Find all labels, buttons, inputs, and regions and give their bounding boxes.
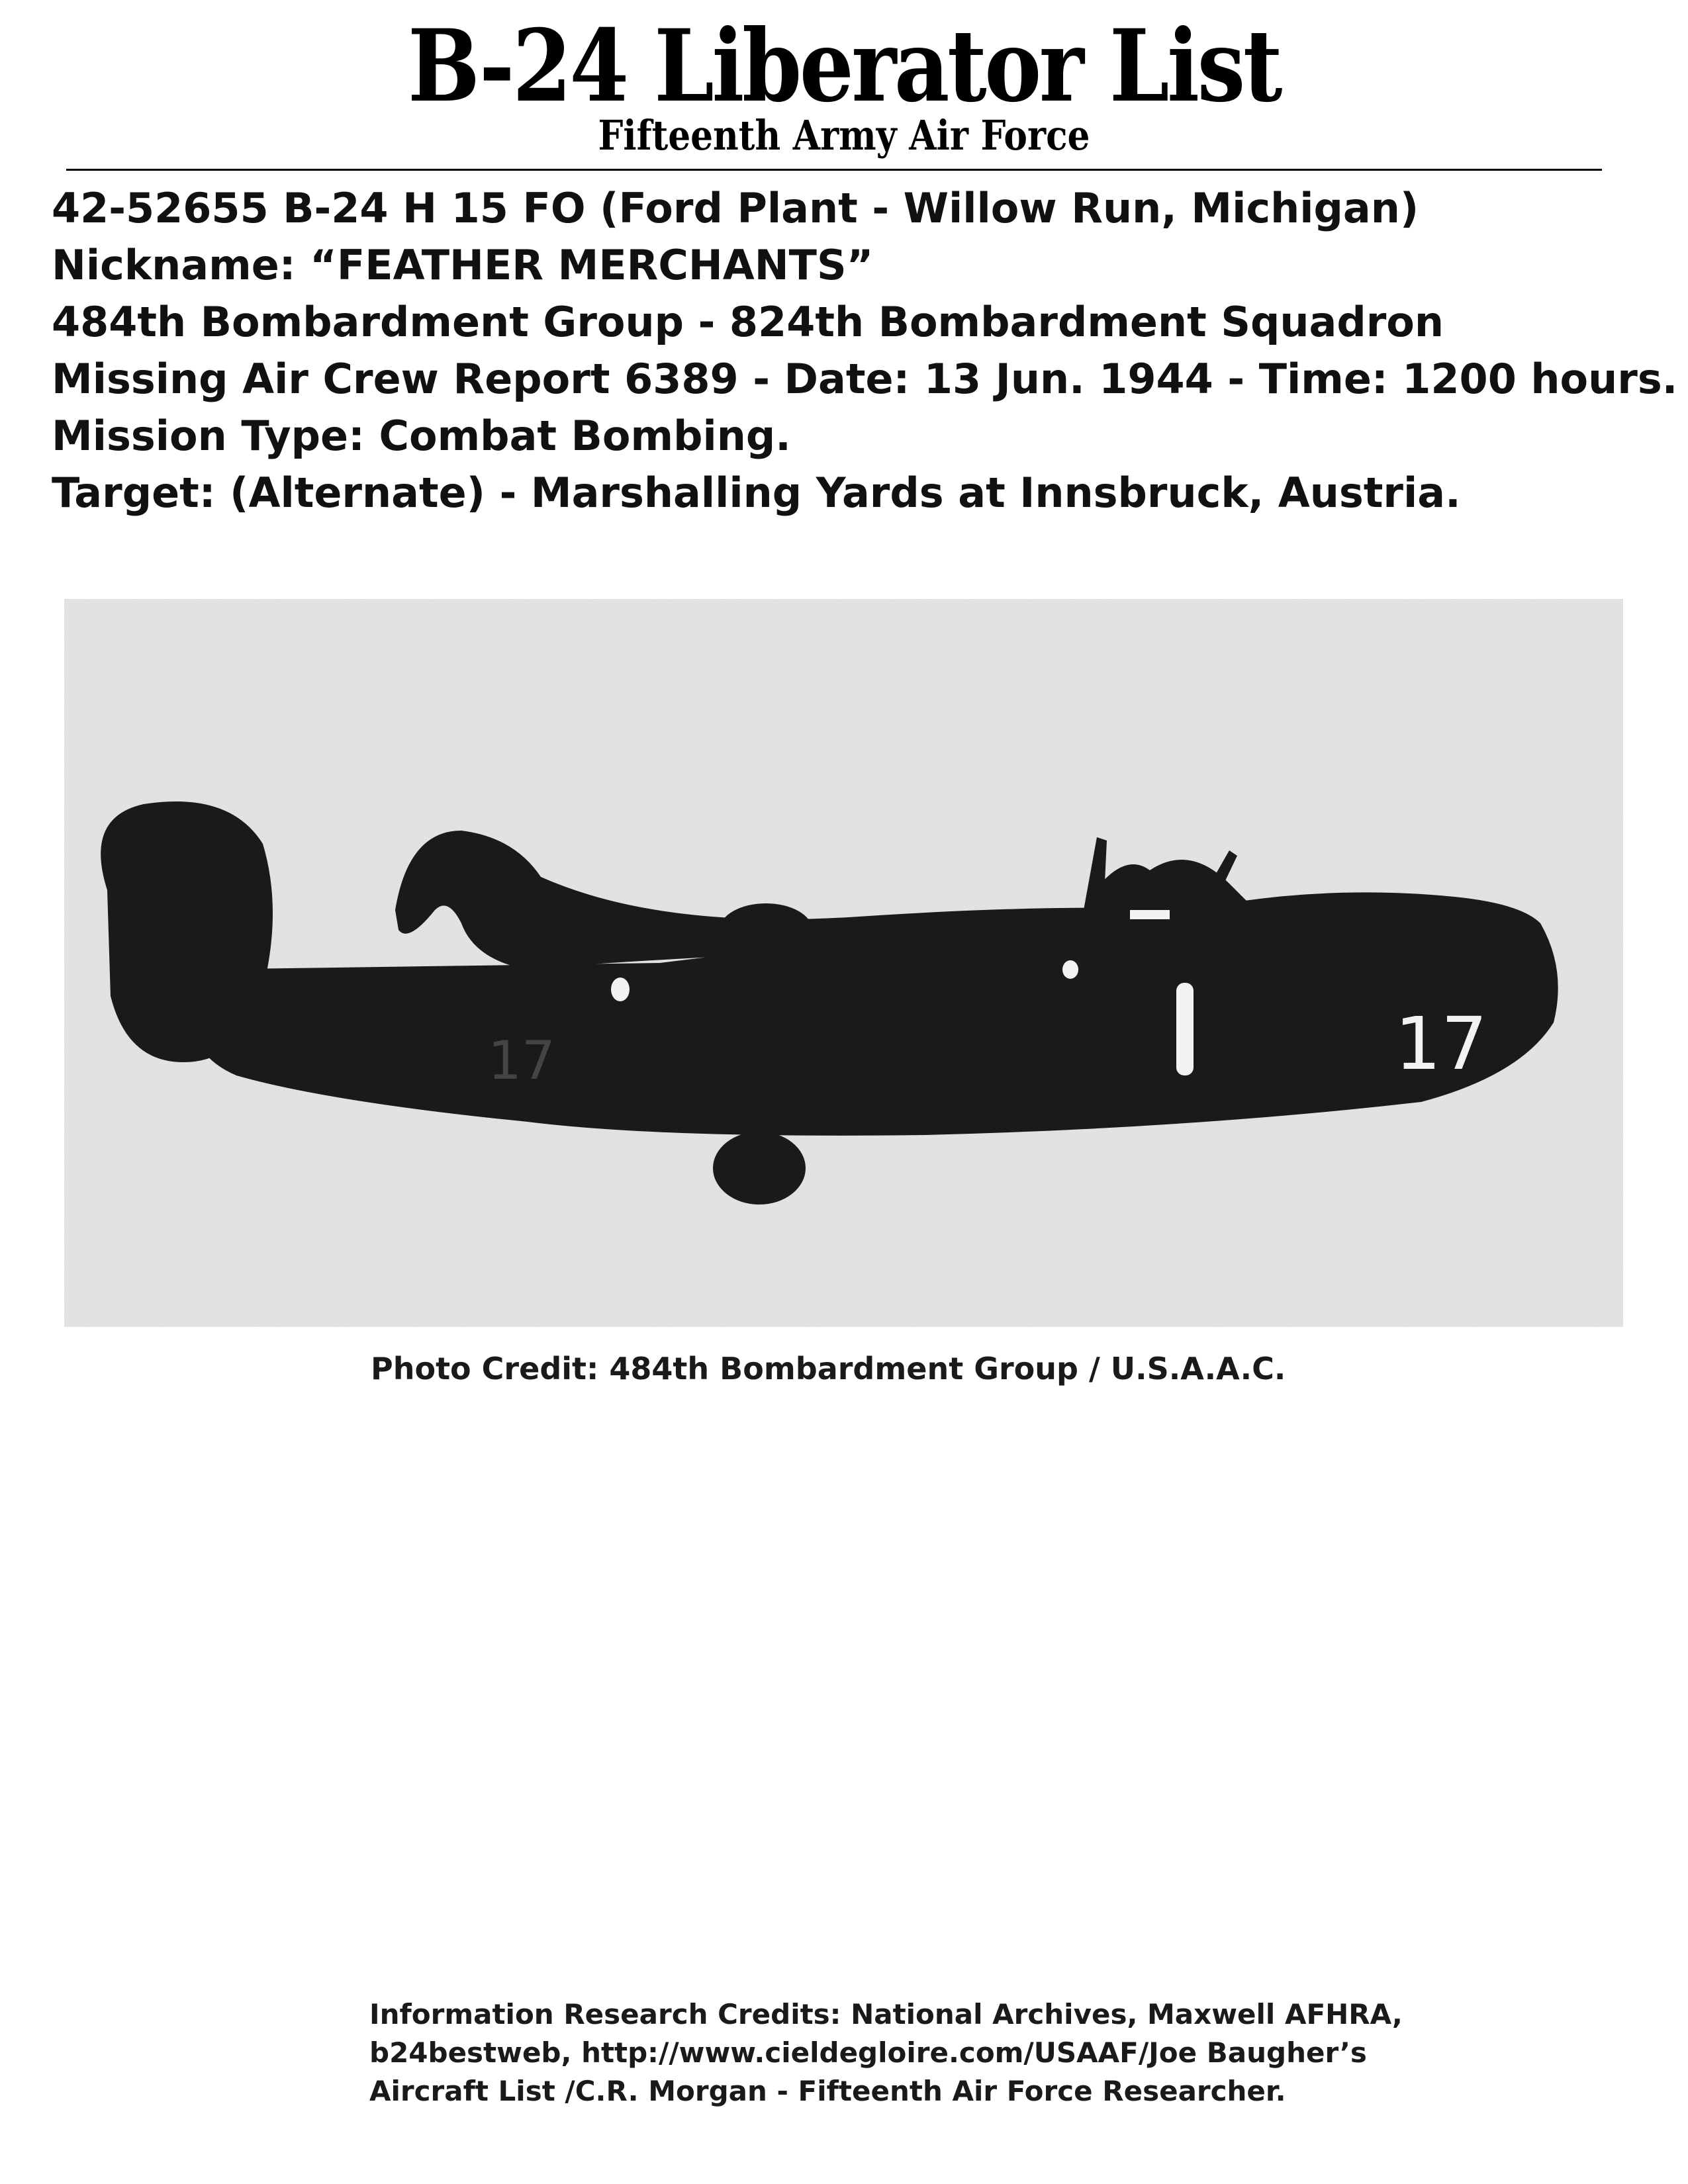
research-credits-line: Aircraft List /C.R. Morgan - Fifteenth Air Force Researcher. [369,2075,1286,2107]
photo-credit: Photo Credit: 484th Bombardment Group / U.S.A.A.C. [371,1351,1286,1387]
research-credits-line: Information Research Credits: National Archives, Maxwell AFHRA, [369,1998,1403,2030]
ventral-turret [713,1132,806,1205]
unit-line: 484th Bombardment Group - 824th Bombardment Squadron [52,298,1444,346]
tail-number: 17 [488,1030,555,1091]
page-title: B-24 Liberator List [407,8,1280,124]
page-subtitle: Fifteenth Army Air Force [598,111,1090,159]
macr-line: Missing Air Crew Report 6389 - Date: 13 Jun. 1944 - Time: 1200 hours. [52,355,1678,403]
title-divider [66,169,1602,171]
side-window [1062,960,1078,979]
nose-number: 17 [1395,1001,1487,1086]
waist-window [611,978,630,1001]
b24-aircraft-illustration [64,599,1623,1327]
target-line: Target: (Alternate) - Marshalling Yards at Innsbruck, Austria. [52,469,1461,517]
nickname-line: Nickname: “FEATHER MERCHANTS” [52,241,874,289]
fuselage-white-stripe [1176,983,1194,1075]
aircraft-photo [64,599,1623,1327]
engine-nacelle [720,903,812,956]
serial-line: 42-52655 B-24 H 15 FO (Ford Plant - Willow Run, Michigan) [52,184,1419,232]
aircraft-details [52,180,1678,522]
mission-type-line: Mission Type: Combat Bombing. [52,412,791,460]
research-credits [369,1995,1561,2111]
research-credits-line: b24bestweb, http://www.cieldegloire.com/USAAF/Joe Baugher’s [369,2036,1367,2069]
canopy-highlight [1130,910,1170,919]
